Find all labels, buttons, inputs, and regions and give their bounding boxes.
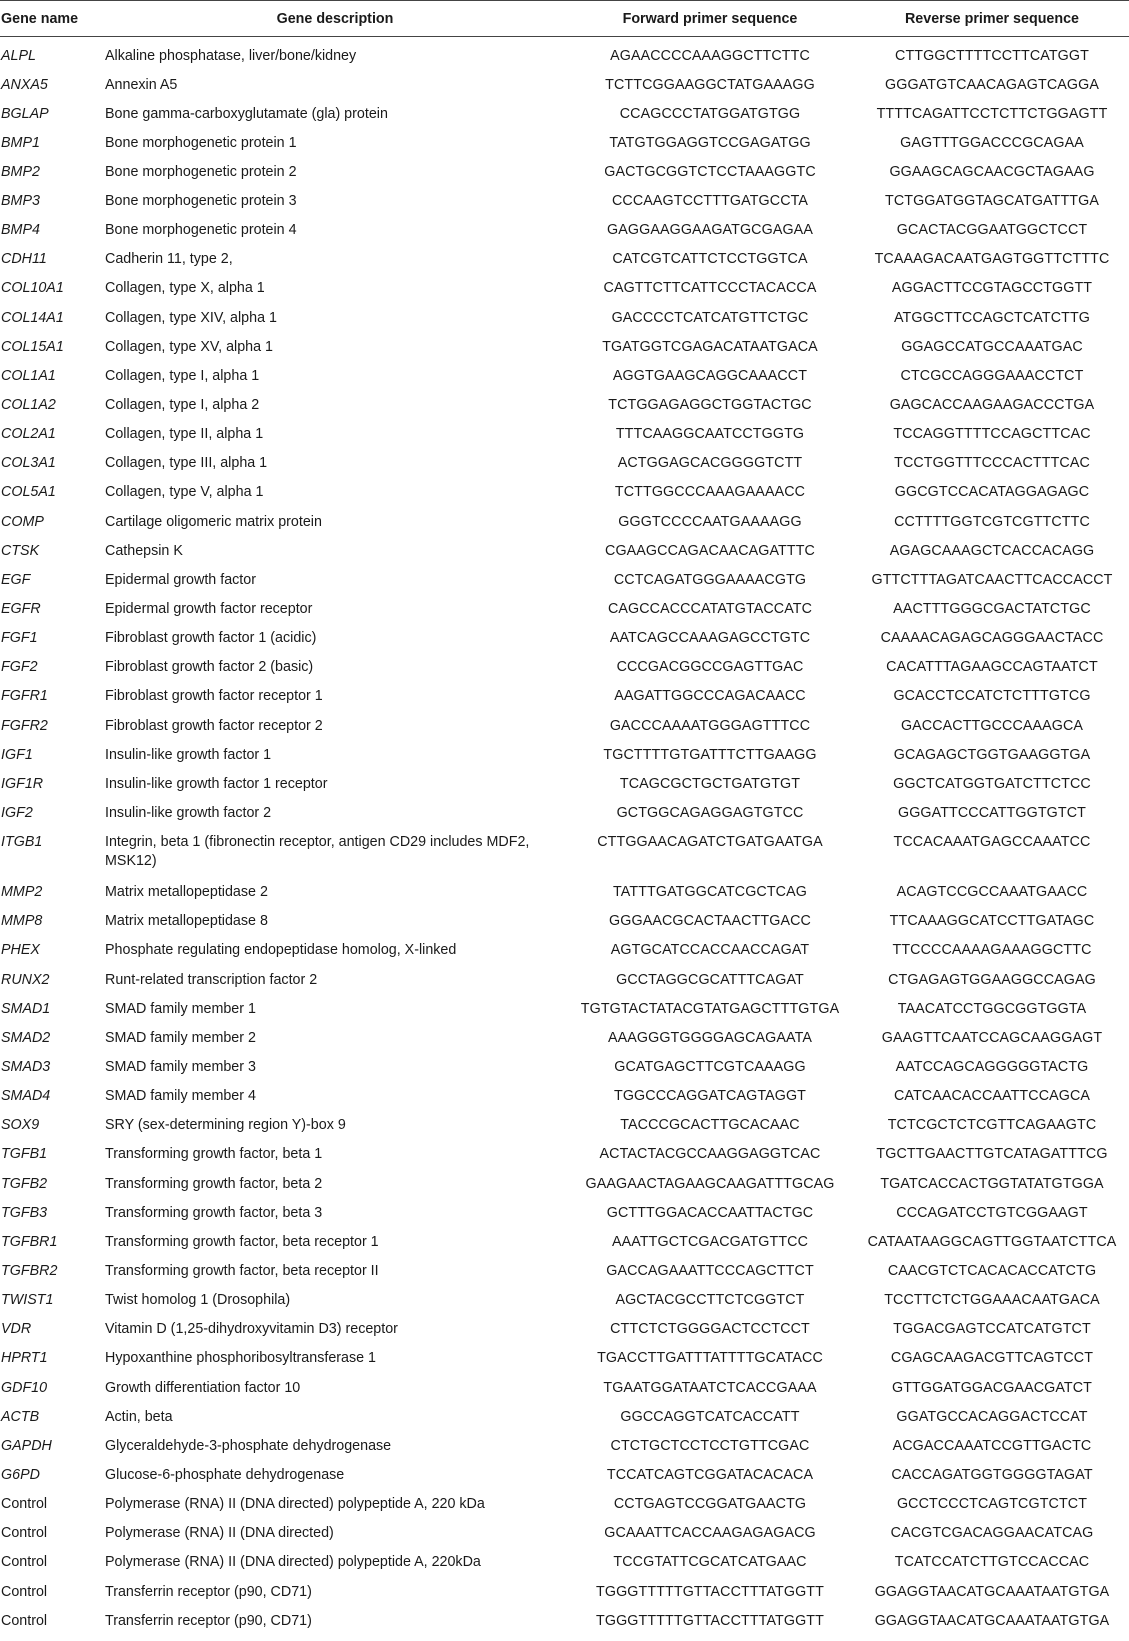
forward-primer-cell: CGAAGCCAGACAACAGATTTC	[605, 542, 815, 559]
gene-name-cell: Control	[1, 1612, 48, 1629]
gene-description-cell: SRY (sex-determining region Y)-box 9	[105, 1117, 346, 1134]
gene-name-cell: SOX9	[1, 1117, 40, 1134]
gene-name-cell: TGFBR2	[1, 1262, 58, 1279]
reverse-primer-cell: CAAAACAGAGCAGGGAACTACC	[880, 630, 1104, 647]
table-row	[0, 1320, 1129, 1349]
table-row	[0, 367, 1129, 396]
gene-description-cell: Bone morphogenetic protein 4	[105, 222, 297, 239]
reverse-primer-cell: AGGACTTCCGTAGCCTGGTT	[891, 280, 1093, 297]
gene-description-cell: Phosphate regulating endopeptidase homolog, X-linked	[105, 942, 457, 959]
table-row	[0, 571, 1129, 600]
gene-name-cell: SMAD3	[1, 1059, 51, 1075]
reverse-primer-cell: TCATCCATCTTGTCCACCAC	[894, 1554, 1090, 1571]
reverse-primer-cell: TTTTCAGATTCCTCTTCTGGAGTT	[876, 105, 1108, 122]
reverse-primer-cell: TTCAAAGGCATCCTTGATAGC	[889, 913, 1095, 930]
gene-name-cell: COL2A1	[1, 426, 56, 443]
table-row	[0, 542, 1129, 571]
forward-primer-cell: CCCAAGTCCTTTGATGCCTA	[611, 193, 809, 210]
table-row	[0, 513, 1129, 542]
gene-name-cell: EGFR	[1, 601, 41, 618]
reverse-primer-cell: CACATTTAGAAGCCAGTAATCT	[886, 659, 1098, 676]
gene-name-cell: COL10A1	[1, 280, 64, 297]
table-row	[0, 425, 1129, 454]
forward-primer-cell: CAGCCACCCATATGTACCATC	[607, 601, 813, 618]
gene-name-cell: Control	[1, 1496, 48, 1513]
gene-name-cell: CTSK	[1, 542, 40, 559]
table-row	[0, 1495, 1129, 1524]
gene-name-cell: HPRT1	[1, 1350, 48, 1367]
gene-description-cell: Collagen, type I, alpha 1	[105, 367, 260, 384]
gene-description-cell: Polymerase (RNA) II (DNA directed)	[105, 1525, 334, 1542]
gene-description-cell: Polymerase (RNA) II (DNA directed) polypeptide A, 220kDa	[105, 1554, 481, 1571]
gene-name-cell: RUNX2	[1, 971, 50, 988]
gene-name-cell: COL1A2	[1, 397, 56, 414]
gene-description-cell: Collagen, type V, alpha 1	[105, 484, 264, 501]
table-row	[0, 1466, 1129, 1495]
forward-primer-cell: AAAGGGTGGGGAGCAGAATA	[607, 1029, 813, 1046]
gene-description-cell: Bone morphogenetic protein 1	[105, 134, 297, 151]
reverse-primer-cell: GCAGAGCTGGTGAAGGTGA	[893, 746, 1091, 763]
gene-description-cell: Collagen, type III, alpha 1	[105, 455, 268, 472]
forward-primer-cell: TGACCTTGATTTATTTTGCATACC	[597, 1350, 823, 1367]
gene-name-cell: COL14A1	[1, 309, 64, 326]
table-row	[0, 1349, 1129, 1378]
gene-name-cell: VDR	[1, 1321, 32, 1338]
gene-name-cell: IGF1	[1, 746, 33, 763]
reverse-primer-cell: GGAGGTAACATGCAAATAATGTGA	[874, 1612, 1110, 1629]
table-row	[0, 1524, 1129, 1553]
reverse-primer-cell: GCCTCCCTCAGTCGTCTCT	[896, 1496, 1088, 1513]
gene-description-cell: Matrix metallopeptidase 2	[105, 884, 268, 901]
reverse-primer-cell: GTTCTTTAGATCAACTTCACCACCT	[871, 571, 1113, 588]
forward-primer-cell: GCTTTGGACACCAATTACTGC	[606, 1204, 814, 1221]
table-row	[0, 338, 1129, 367]
gene-name-cell: TGFB1	[1, 1146, 48, 1163]
forward-primer-cell: TCTTGGCCCAAAGAAAACC	[614, 484, 806, 501]
gene-name-cell: BMP1	[1, 134, 40, 151]
gene-description-cell: Cathepsin K	[105, 542, 183, 559]
forward-primer-cell: TCTGGAGAGGCTGGTACTGC	[608, 397, 812, 414]
gene-description-cell: Insulin-like growth factor 1 receptor	[105, 775, 328, 792]
reverse-primer-cell: ACGACCAAATCCGTTGACTC	[892, 1437, 1092, 1454]
gene-description-cell: Fibroblast growth factor 2 (basic)	[105, 659, 314, 676]
gene-name-cell: TGFB3	[1, 1204, 48, 1221]
reverse-primer-cell: TGGACGAGTCCATCATGTCT	[893, 1321, 1091, 1338]
gene-description-cell: Epidermal growth factor	[105, 571, 256, 588]
table-row	[0, 1000, 1129, 1029]
forward-primer-cell: GGGAACGCACTAACTTGACC	[609, 913, 811, 930]
gene-name-cell: IGF1R	[1, 775, 44, 792]
forward-primer-cell: CCCGACGGCCGAGTTGAC	[616, 659, 804, 676]
header-gene-name: Gene name	[0, 1, 105, 37]
reverse-primer-cell: AACTTTGGGCGACTATCTGC	[893, 601, 1091, 618]
forward-primer-cell: TATTTGATGGCATCGCTCAG	[613, 884, 807, 901]
reverse-primer-cell: GGATGCCACAGGACTCCAT	[896, 1408, 1088, 1425]
table-row	[0, 600, 1129, 629]
gene-description-cell: SMAD family member 2	[105, 1029, 256, 1046]
table-row	[0, 134, 1129, 163]
reverse-primer-cell: TCCTTCTCTGGAAACAATGACA	[884, 1292, 1100, 1309]
forward-primer-cell: CATCGTCATTCTCCTGGTCA	[612, 251, 808, 268]
table-row	[0, 1058, 1129, 1087]
gene-name-cell: GDF10	[1, 1379, 48, 1396]
forward-primer-cell: TGGGTTTTTGTTACCTTTATGGTT	[596, 1583, 824, 1600]
reverse-primer-cell: GCACTACGGAATGGCTCCT	[896, 222, 1088, 239]
reverse-primer-cell: TCCAGGTTTTCCAGCTTCAC	[893, 426, 1091, 443]
table-row	[0, 1291, 1129, 1320]
forward-primer-cell: AATCAGCCAAAGAGCCTGTC	[609, 630, 811, 647]
table-body	[0, 37, 1129, 1641]
gene-name-cell: TGFB2	[1, 1175, 48, 1192]
gene-description-cell: Alkaline phosphatase, liver/bone/kidney	[105, 48, 357, 64]
table-row	[0, 221, 1129, 250]
table-row	[0, 1553, 1129, 1582]
gene-description-cell: Fibroblast growth factor receptor 1	[105, 688, 323, 705]
table-row	[0, 309, 1129, 338]
gene-description-cell: Collagen, type X, alpha 1	[105, 280, 265, 297]
gene-name-cell: ALPL	[1, 48, 36, 64]
gene-name-cell: BMP2	[1, 163, 40, 180]
forward-primer-cell: GACCAGAAATTCCCAGCTTCT	[606, 1262, 814, 1279]
forward-primer-cell: CTCTGCTCCTCCTGTTCGAC	[610, 1437, 810, 1454]
gene-name-cell: PHEX	[1, 942, 40, 959]
gene-name-cell: SMAD1	[1, 1000, 51, 1017]
reverse-primer-cell: CCCAGATCCTGTCGGAAGT	[896, 1204, 1088, 1221]
forward-primer-cell: GCTGGCAGAGGAGTGTCC	[616, 805, 804, 822]
gene-description-cell: Transferrin receptor (p90, CD71)	[105, 1612, 312, 1629]
gene-name-cell: BMP3	[1, 193, 40, 210]
reverse-primer-cell: GAAGTTCAATCCAGCAAGGAGT	[881, 1029, 1103, 1046]
gene-description-cell: Collagen, type II, alpha 1	[105, 426, 264, 443]
gene-description-cell: Runt-related transcription factor 2	[105, 971, 318, 988]
forward-primer-cell: GGCCAGGTCATCACCATT	[620, 1408, 800, 1425]
forward-primer-cell: GACCCAAAATGGGAGTTTCC	[609, 717, 811, 734]
gene-description-cell: Transforming growth factor, beta receptor II	[105, 1262, 379, 1279]
reverse-primer-cell: TTCCCCAAAAGAAAGGCTTC	[892, 942, 1092, 959]
table-row	[0, 105, 1129, 134]
table-row	[0, 1029, 1129, 1058]
forward-primer-cell: TCTTCGGAAGGCTATGAAAGG	[605, 76, 815, 93]
gene-description-cell: Cartilage oligomeric matrix protein	[105, 513, 322, 530]
reverse-primer-cell: CACGTCGACAGGAACATCAG	[890, 1525, 1094, 1542]
forward-primer-cell: CTTGGAACAGATCTGATGAATGA	[597, 834, 823, 851]
reverse-primer-cell: GTTGGATGGACGAACGATCT	[891, 1379, 1093, 1396]
table-row	[0, 883, 1129, 912]
reverse-primer-cell: CATCAACACCAATTCCAGCA	[893, 1088, 1091, 1105]
forward-primer-cell: AAATTGCTCGACGATGTTCC	[611, 1233, 809, 1250]
table-row	[0, 192, 1129, 221]
reverse-primer-cell: GGAAGCAGCAACGCTAGAAG	[889, 163, 1095, 180]
table-row	[0, 454, 1129, 483]
gene-description-cell: Vitamin D (1,25-dihydroxyvitamin D3) receptor	[105, 1321, 398, 1338]
reverse-primer-cell: GAGTTTGGACCCGCAGAA	[900, 134, 1084, 151]
reverse-primer-cell: CGAGCAAGACGTTCAGTCCT	[890, 1350, 1094, 1367]
forward-primer-cell: TGATGGTCGAGACATAATGACA	[602, 338, 818, 355]
reverse-primer-cell: AGAGCAAAGCTCACCACAGG	[889, 542, 1095, 559]
table-row	[0, 833, 1129, 883]
gene-name-cell: COL5A1	[1, 484, 56, 501]
reverse-primer-cell: GGAGGTAACATGCAAATAATGTGA	[874, 1583, 1110, 1600]
forward-primer-cell: TCCATCAGTCGGATACACACA	[606, 1466, 814, 1483]
gene-description-cell: Actin, beta	[105, 1408, 173, 1425]
gene-name-cell: G6PD	[1, 1466, 40, 1483]
reverse-primer-cell: TCTCGCTCTCGTTCAGAAGTC	[887, 1117, 1097, 1134]
gene-description-cell: Bone morphogenetic protein 2	[105, 163, 297, 180]
table-row	[0, 1116, 1129, 1145]
table-row	[0, 658, 1129, 687]
forward-primer-cell: TGGGTTTTTGTTACCTTTATGGTT	[596, 1612, 824, 1629]
reverse-primer-cell: TGATCACCACTGGTATATGTGGA	[880, 1175, 1104, 1192]
table-row	[0, 396, 1129, 425]
forward-primer-cell: TTTCAAGGCAATCCTGGTG	[615, 426, 805, 443]
gene-description-cell: Growth differentiation factor 10	[105, 1379, 301, 1396]
forward-primer-cell: AGCTACGCCTTCTCGGTCT	[615, 1292, 805, 1309]
table-row	[0, 971, 1129, 1000]
forward-primer-cell: TGAATGGATAATCTCACCGAAA	[603, 1379, 817, 1396]
gene-name-cell: MMP2	[1, 884, 43, 901]
gene-name-cell: IGF2	[1, 805, 33, 822]
gene-name-cell: CDH11	[1, 251, 47, 268]
gene-description-cell: Cadherin 11, type 2,	[105, 251, 233, 268]
table-row	[0, 804, 1129, 833]
header-forward-primer: Forward primer sequence	[565, 1, 855, 37]
table-row	[0, 717, 1129, 746]
reverse-primer-cell: GGAGCCATGCCAAATGAC	[901, 338, 1083, 355]
gene-description-cell: Collagen, type XIV, alpha 1	[105, 309, 277, 326]
forward-primer-cell: CCAGCCCTATGGATGTGG	[619, 105, 801, 122]
gene-description-cell: Annexin A5	[105, 76, 178, 93]
reverse-primer-cell: TAACATCCTGGCGGTGGTA	[897, 1000, 1087, 1017]
forward-primer-cell: GAAGAACTAGAAGCAAGATTTGCAG	[585, 1175, 835, 1192]
table-row	[0, 1612, 1129, 1641]
gene-name-cell: ITGB1	[1, 834, 43, 851]
forward-primer-cell: TGGCCCAGGATCAGTAGGT	[614, 1088, 806, 1105]
reverse-primer-cell: CTGAGAGTGGAAGGCCAGAG	[888, 971, 1096, 988]
gene-name-cell: BMP4	[1, 222, 40, 239]
table-row	[0, 687, 1129, 716]
table-row	[0, 1583, 1129, 1612]
table-row	[0, 1233, 1129, 1262]
gene-description-cell: Collagen, type I, alpha 2	[105, 397, 260, 414]
forward-primer-cell: GGGTCCCCAATGAAAAGG	[618, 513, 802, 530]
gene-name-cell: COMP	[1, 513, 44, 530]
forward-primer-cell: AAGATTGGCCCAGACAACC	[614, 688, 806, 705]
gene-name-cell: ANXA5	[1, 76, 48, 93]
reverse-primer-cell: ACAGTCCGCCAAATGAACC	[896, 884, 1088, 901]
reverse-primer-cell: TGCTTGAACTTGTCATAGATTTCG	[876, 1146, 1108, 1163]
gene-description-cell: Epidermal growth factor receptor	[105, 601, 313, 618]
gene-description-cell: Insulin-like growth factor 1	[105, 746, 272, 763]
gene-description-cell: Transforming growth factor, beta 1	[105, 1146, 323, 1163]
reverse-primer-cell: GCACCTCCATCTCTTTGTCG	[893, 688, 1091, 705]
table-row	[0, 1145, 1129, 1174]
forward-primer-cell: TGCTTTTGTGATTTCTTGAAGG	[603, 746, 817, 763]
gene-description-cell: SMAD family member 1	[105, 1000, 256, 1017]
gene-description-cell: Bone gamma-carboxyglutamate (gla) protein	[105, 105, 388, 122]
gene-description-cell: Matrix metallopeptidase 8	[105, 913, 268, 930]
gene-description-cell: SMAD family member 4	[105, 1088, 256, 1105]
reverse-primer-cell: GGCTCATGGTGATCTTCTCC	[893, 775, 1091, 792]
header-gene-description: Gene description	[105, 1, 565, 37]
forward-primer-cell: CTTCTCTGGGGACTCCTCCT	[610, 1321, 810, 1338]
gene-name-cell: FGF2	[1, 659, 38, 676]
gene-description-cell: Collagen, type XV, alpha 1	[105, 338, 273, 355]
reverse-primer-cell: TCAAAGACAATGAGTGGTTCTTTC	[874, 251, 1110, 268]
gene-description-cell: Transforming growth factor, beta 2	[105, 1175, 323, 1192]
gene-description-cell: Integrin, beta 1 (fibronectin receptor, antigen CD29 includes MDF2, MSK12)	[105, 834, 530, 870]
table-row	[0, 279, 1129, 308]
table-row	[0, 1437, 1129, 1466]
forward-primer-cell: GAGGAAGGAAGATGCGAGAA	[607, 222, 813, 239]
forward-primer-cell: CAGTTCTTCATTCCCTACACCA	[603, 280, 817, 297]
forward-primer-cell: GCATGAGCTTCGTCAAAGG	[614, 1059, 806, 1075]
table-row	[0, 912, 1129, 941]
gene-description-cell: Polymerase (RNA) II (DNA directed) polypeptide A, 220 kDa	[105, 1496, 485, 1513]
table-row	[0, 250, 1129, 279]
forward-primer-cell: GCCTAGGCGCATTTCAGAT	[616, 971, 804, 988]
gene-name-cell: TGFBR1	[1, 1233, 58, 1250]
gene-description-cell: Glyceraldehyde-3-phosphate dehydrogenase	[105, 1437, 392, 1454]
gene-name-cell: COL1A1	[1, 367, 56, 384]
reverse-primer-cell: CTTGGCTTTTCCTTCATGGT	[895, 48, 1089, 64]
forward-primer-cell: AGGTGAAGCAGGCAAACCT	[612, 367, 808, 384]
forward-primer-cell: TGTGTACTATACGTATGAGCTTTGTGA	[580, 1000, 840, 1017]
forward-primer-cell: ACTACTACGCCAAGGAGGTCAC	[599, 1146, 821, 1163]
forward-primer-cell: GACTGCGGTCTCCTAAAGGTC	[604, 163, 816, 180]
gene-name-cell: Control	[1, 1583, 48, 1600]
reverse-primer-cell: GAGCACCAAGAAGACCCTGA	[889, 397, 1095, 414]
gene-description-cell: Glucose-6-phosphate dehydrogenase	[105, 1466, 345, 1483]
forward-primer-cell: AGAACCCCAAAGGCTTCTTC	[610, 48, 810, 64]
forward-primer-cell: TCCGTATTCGCATCATGAAC	[613, 1554, 807, 1571]
table-row	[0, 941, 1129, 970]
gene-description-cell: Fibroblast growth factor 1 (acidic)	[105, 630, 317, 647]
header-reverse-primer: Reverse primer sequence	[855, 1, 1129, 37]
gene-name-cell: ACTB	[1, 1408, 40, 1425]
reverse-primer-cell: GGGATTCCCATTGGTGTCT	[897, 805, 1086, 822]
table-row	[0, 1379, 1129, 1408]
table-row	[0, 483, 1129, 512]
forward-primer-cell: TACCCGCACTTGCACAAC	[620, 1117, 800, 1134]
forward-primer-cell: GACCCCTCATCATGTTCTGC	[611, 309, 809, 326]
gene-name-cell: FGF1	[1, 630, 38, 647]
gene-description-cell: Twist homolog 1 (Drosophila)	[105, 1292, 291, 1309]
table-row	[0, 629, 1129, 658]
forward-primer-cell: GCAAATTCACCAAGAGAGACG	[604, 1525, 816, 1542]
forward-primer-cell: TATGTGGAGGTCCGAGATGG	[609, 134, 811, 151]
header-row	[0, 1, 1129, 37]
table-row	[0, 746, 1129, 775]
gene-name-cell: SMAD2	[1, 1029, 51, 1046]
forward-primer-cell: AGTGCATCCACCAACCAGAT	[610, 942, 810, 959]
gene-name-cell: TWIST1	[1, 1292, 54, 1309]
reverse-primer-cell: CACCAGATGGTGGGGTAGAT	[891, 1466, 1093, 1483]
reverse-primer-cell: CTCGCCAGGGAAACCTCT	[900, 367, 1084, 384]
forward-primer-cell: CCTGAGTCCGGATGAACTG	[613, 1496, 807, 1513]
table-row	[0, 1204, 1129, 1233]
gene-name-cell: Control	[1, 1554, 48, 1571]
gene-name-cell: FGFR2	[1, 717, 48, 734]
gene-name-cell: COL15A1	[1, 338, 64, 355]
gene-description-cell: Fibroblast growth factor receptor 2	[105, 717, 323, 734]
table-row	[0, 37, 1129, 76]
gene-name-cell: BGLAP	[1, 105, 49, 122]
gene-description-cell: Insulin-like growth factor 2	[105, 805, 272, 822]
reverse-primer-cell: AATCCAGCAGGGGGTACTG	[895, 1059, 1089, 1075]
gene-description-cell: Transforming growth factor, beta 3	[105, 1204, 323, 1221]
gene-name-cell: SMAD4	[1, 1088, 51, 1105]
gene-name-cell: MMP8	[1, 913, 43, 930]
gene-description-cell: SMAD family member 3	[105, 1059, 256, 1075]
reverse-primer-cell: CATAATAAGGCAGTTGGTAATCTTCA	[867, 1233, 1117, 1250]
reverse-primer-cell: TCTGGATGGTAGCATGATTTGA	[885, 193, 1099, 210]
gene-description-cell: Bone morphogenetic protein 3	[105, 193, 297, 210]
gene-description-cell: Transferrin receptor (p90, CD71)	[105, 1583, 312, 1600]
reverse-primer-cell: CCTTTTGGTCGTCGTTCTTC	[894, 513, 1090, 530]
table-row	[0, 1262, 1129, 1291]
reverse-primer-cell: GGCGTCCACATAGGAGAGC	[894, 484, 1090, 501]
forward-primer-cell: TCAGCGCTGCTGATGTGT	[619, 775, 801, 792]
reverse-primer-cell: TCCTGGTTTCCCACTTTCAC	[894, 455, 1090, 472]
reverse-primer-cell: CAACGTCTCACACACCATCTG	[887, 1262, 1097, 1279]
gene-name-cell: EGF	[1, 571, 31, 588]
gene-name-cell: COL3A1	[1, 455, 56, 472]
gene-name-cell: Control	[1, 1525, 48, 1542]
gene-name-cell: GAPDH	[1, 1437, 52, 1454]
gene-name-cell: FGFR1	[1, 688, 48, 705]
table-row	[0, 1175, 1129, 1204]
forward-primer-cell: ACTGGAGCACGGGGTCTT	[617, 455, 803, 472]
reverse-primer-cell: GGGATGTCAACAGAGTCAGGA	[885, 76, 1099, 93]
gene-description-cell: Transforming growth factor, beta receptor 1	[105, 1233, 379, 1250]
reverse-primer-cell: GACCACTTGCCCAAAGCA	[900, 717, 1084, 734]
table-header	[0, 1, 1129, 37]
table-row	[0, 775, 1129, 804]
reverse-primer-cell: TCCACAAATGAGCCAAATCC	[893, 834, 1091, 851]
reverse-primer-cell: ATGGCTTCCAGCTCATCTTG	[893, 309, 1091, 326]
table-row	[0, 1408, 1129, 1437]
forward-primer-cell: CCTCAGATGGGAAAACGTG	[613, 571, 807, 588]
table-row	[0, 1087, 1129, 1116]
gene-description-cell: Hypoxanthine phosphoribosyltransferase 1	[105, 1350, 377, 1367]
table-row	[0, 76, 1129, 105]
table-row	[0, 163, 1129, 192]
